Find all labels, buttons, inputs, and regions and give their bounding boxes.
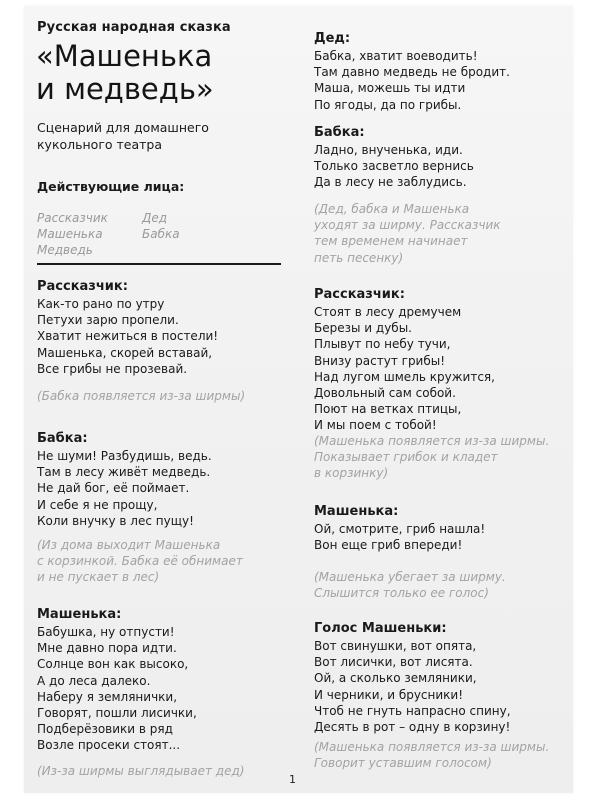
dialogue-lines — [314, 142, 474, 191]
direction-line: тем временем начинает — [314, 234, 468, 249]
dialogue-lines — [314, 304, 495, 434]
dialogue-babka — [37, 430, 212, 529]
dialogue-line: Да в лесу не заблудись. — [314, 175, 467, 190]
cast-column-1 — [37, 210, 108, 258]
cast-member: Медведь — [37, 243, 93, 257]
direction-line: (Машенька появляется из-за ширмы. — [314, 434, 550, 448]
cast-member: Бабка — [142, 227, 180, 241]
dialogue-line: Поют на ветках птицы, — [314, 402, 462, 417]
dialogue-line: Чтоб не гнуть напрасно спину, — [314, 703, 511, 718]
dialogue-line: Ладно, внученька, иди. — [314, 143, 463, 157]
speaker-name: Машенька: — [314, 504, 399, 519]
stage-direction — [314, 433, 549, 482]
dialogue-line: Ой, смотрите, гриб нашла! — [314, 522, 486, 536]
dialogue-line: Машенька, скорей вставай, — [37, 345, 213, 360]
direction-line: в корзинку) — [314, 466, 389, 481]
dialogue-line: Над лугом шмель кружится, — [314, 369, 495, 384]
dialogue-line: И черники, и брусники! — [314, 687, 464, 702]
dialogue-line: Все грибы не прозевай. — [37, 361, 188, 376]
stage-direction — [37, 763, 244, 779]
direction-line: и не пускает в лес) — [37, 570, 160, 585]
dialogue-line: Березы и дубы. — [314, 321, 412, 336]
script-page — [24, 6, 573, 793]
stage-direction — [314, 739, 549, 771]
dialogue-line: Не шуми! Разбудишь, ведь. — [37, 449, 212, 463]
dialogue-lines — [314, 521, 485, 553]
dialogue-line: Наберу я землянички, — [37, 689, 178, 704]
dialogue-mashenka-2 — [314, 503, 485, 553]
direction-line: Показывает грибок и кладет — [314, 450, 498, 465]
cast-column-2 — [142, 210, 180, 242]
dialogue-lines — [37, 624, 197, 754]
dialogue-line: Там давно медведь не бродит. — [314, 65, 510, 80]
direction-line: (Машенька убегает за ширму. — [314, 570, 506, 584]
dialogue-narrator — [37, 278, 218, 377]
dialogue-line: Маша, можешь ты идти — [314, 81, 466, 96]
dialogue-line: Внизу растут грибы! — [314, 353, 446, 368]
dialogue-line: Вот свинушки, вот опята, — [314, 639, 477, 653]
dialogue-babka-2 — [314, 124, 474, 191]
stage-direction — [37, 388, 245, 404]
dialogue-line: А до леса далеко. — [37, 673, 151, 688]
cast-member: Машенька — [37, 227, 103, 241]
dialogue-line: Десять в рот – одну в корзину! — [314, 720, 511, 735]
dialogue-narrator-2 — [314, 286, 495, 434]
dialogue-line: Хватит нежиться в постели! — [37, 329, 219, 344]
direction-line: (Машенька появляется из-за ширмы. — [314, 740, 550, 754]
title-line-2: и медведь» — [36, 72, 214, 106]
dialogue-line: Плывут по небу тучи, — [314, 337, 451, 352]
stage-direction — [314, 569, 506, 601]
dialogue-line: Солнце вон как высоко, — [37, 657, 189, 672]
speaker-name: Рассказчик: — [314, 287, 405, 302]
dialogue-line: Вон еще гриб впереди! — [314, 538, 463, 553]
dialogue-line: Петухи зарю пропели. — [37, 313, 179, 328]
folk-tale-label: Русская народная сказка — [37, 20, 231, 35]
dialogue-lines — [37, 296, 218, 377]
direction-line: петь песенку) — [314, 250, 404, 265]
dialogue-line: Вот лисички, вот лисята. — [314, 655, 473, 670]
dialogue-line: Только засветло вернись — [314, 159, 474, 174]
speaker-name: Бабка: — [314, 125, 365, 140]
dialogue-lines — [314, 48, 510, 113]
dialogue-line: И мы поем с тобой! — [314, 418, 437, 433]
section-divider — [37, 263, 281, 265]
speaker-name: Дед: — [314, 31, 351, 46]
direction-line: (Из-за ширмы выглядывает дед) — [37, 764, 245, 778]
speaker-name: Голос Машеньки: — [314, 621, 447, 636]
cast-member: Рассказчик — [37, 211, 108, 225]
dialogue-line: По ягоды, да по грибы. — [314, 97, 462, 112]
genre-description — [37, 119, 209, 153]
dialogue-line: Не дай бог, её поймает. — [37, 481, 190, 496]
direction-line: уходят за ширму. Рассказчик — [314, 218, 501, 233]
dialogue-line: И себе я не прощу, — [37, 497, 158, 512]
dialogue-mashenka-voice — [314, 620, 511, 735]
direction-line: (Бабка появляется из-за ширмы) — [37, 389, 246, 403]
cast-member: Дед — [142, 211, 168, 225]
dialogue-line: Говорят, пошли лисички, — [37, 706, 197, 721]
dialogue-line: Ой, а сколько земляники, — [314, 671, 477, 686]
dialogue-line: Подберёзовики в ряд — [37, 722, 173, 737]
direction-line: (Из дома выходит Машенька — [37, 538, 221, 552]
dialogue-line: Бабушка, ну отпусти! — [37, 625, 175, 639]
title-line-1: «Машенька — [36, 39, 213, 73]
speaker-name: Рассказчик: — [37, 279, 128, 294]
dialogue-line: Довольный сам собой. — [314, 386, 456, 401]
speaker-name: Машенька: — [37, 607, 122, 622]
dialogue-line: Бабка, хватит воеводить! — [314, 49, 478, 63]
dialogue-line: Возле просеки стоят... — [37, 738, 181, 753]
page-number: 1 — [289, 773, 296, 786]
cast-heading: Действующие лица: — [37, 179, 185, 194]
speaker-name: Бабка: — [37, 431, 88, 446]
dialogue-lines — [37, 448, 212, 529]
genre-line-2: кукольного театра — [37, 137, 163, 152]
direction-line: (Дед, бабка и Машенька — [314, 202, 470, 216]
dialogue-line: Мне давно пора идти. — [37, 641, 177, 656]
page-title — [36, 40, 214, 106]
dialogue-line: Коли внучку в лес пущу! — [37, 513, 194, 528]
dialogue-line: Как-то рано по утру — [37, 297, 165, 311]
dialogue-line: Там в лесу живёт медведь. — [37, 465, 211, 480]
direction-line: Слышится только ее голос) — [314, 586, 489, 601]
genre-line-1: Сценарий для домашнего — [37, 120, 209, 135]
dialogue-line: Стоят в лесу дремучем — [314, 305, 462, 319]
dialogue-ded — [314, 30, 510, 113]
direction-line: с корзинкой. Бабка её обнимает — [37, 554, 243, 569]
stage-direction — [314, 201, 501, 266]
stage-direction — [37, 537, 243, 586]
dialogue-lines — [314, 638, 511, 735]
dialogue-mashenka — [37, 606, 197, 754]
direction-line: Говорит уставшим голосом) — [314, 756, 492, 771]
